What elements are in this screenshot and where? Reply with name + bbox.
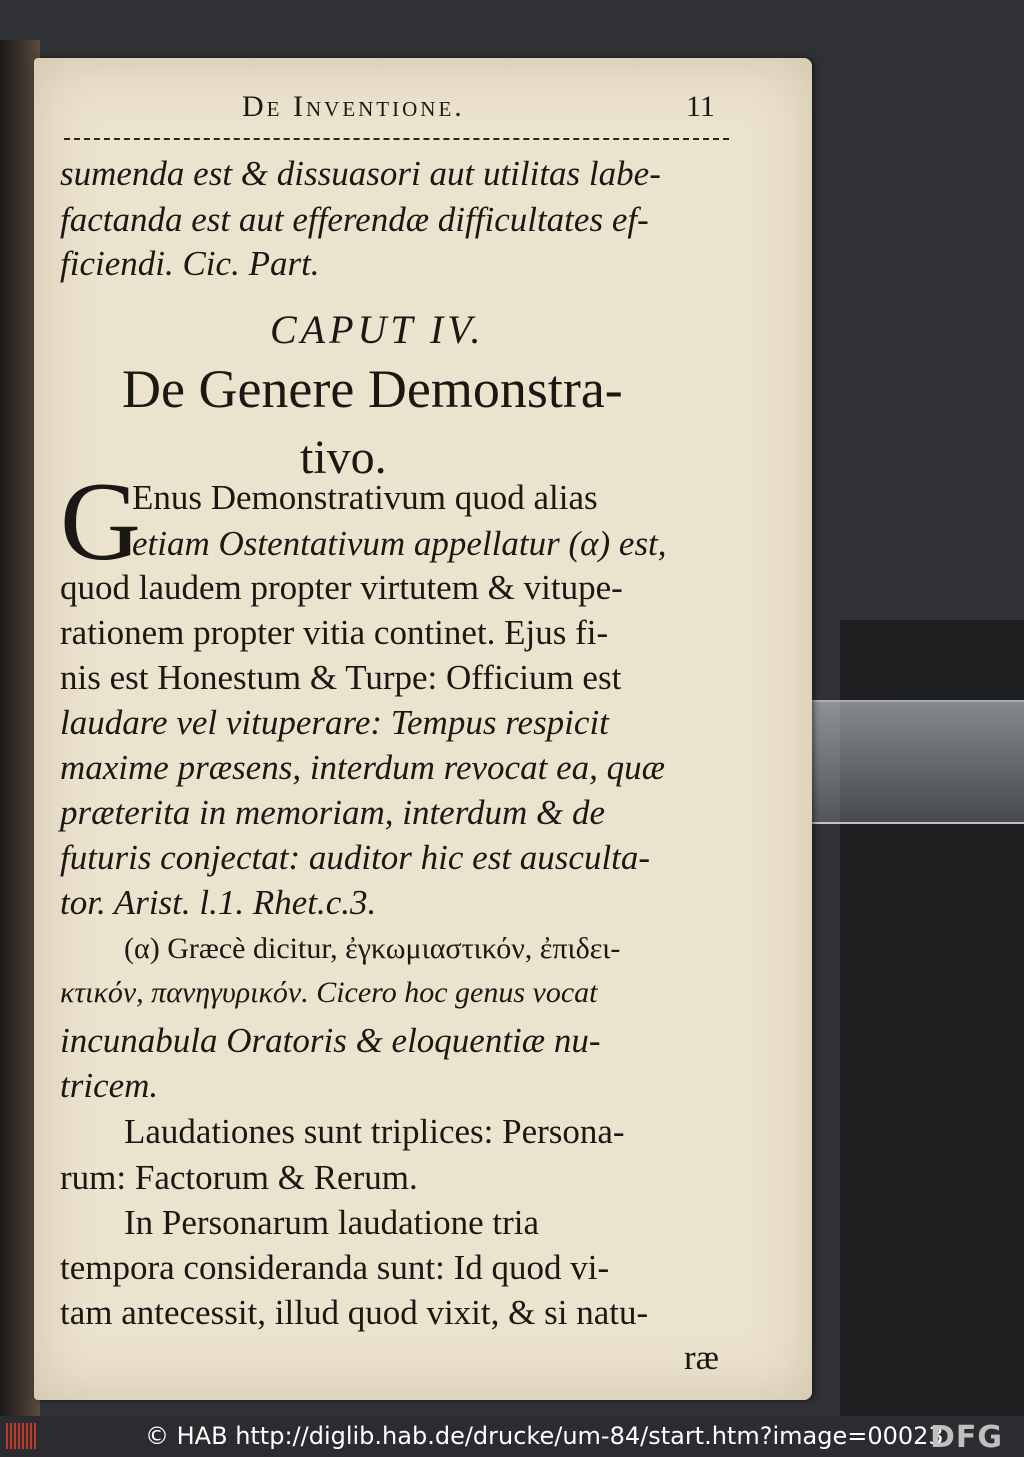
text-line: factanda est aut efferendæ difficultates ef- [60, 200, 649, 239]
text-line: maxime præsens, interdum revocat ea, quæ [60, 748, 665, 787]
catchword: ræ [684, 1338, 719, 1377]
dfg-logo: DFG [930, 1420, 1004, 1455]
text-line: rum: Factorum & Rerum. [60, 1158, 418, 1197]
text-line: futuris conjectat: auditor hic est ausculta- [60, 838, 651, 877]
text-line: tempora consideranda sunt: Id quod vi- [60, 1248, 610, 1287]
text-line: Laudationes sunt triplices: Persona- [124, 1112, 625, 1151]
chapter-number: CAPUT IV. [270, 307, 485, 352]
footnote-line: tricem. [60, 1066, 159, 1105]
text-line: laudare vel vituperare: Tempus respicit [60, 703, 609, 742]
text-line: rationem propter vitia continet. Ejus fi- [60, 613, 609, 652]
chapter-title-line-2: tivo. [300, 431, 387, 484]
text-line: sumenda est & dissuasori aut utilitas labe- [60, 154, 661, 193]
book-page [34, 58, 812, 1400]
text-line: ficiendi. Cic. Part. [60, 244, 320, 283]
header-rule [64, 138, 729, 140]
text-line: tor. Arist. l.1. Rhet.c.3. [60, 883, 377, 922]
footnote-line: (α) Græcè dicitur, ἐγκωμιαστικόν, ἐπιδει- [124, 932, 621, 965]
text-line: In Personarum laudatione tria [124, 1203, 540, 1242]
text-line: Enus Demonstrativum quod alias [132, 478, 598, 517]
text-line: præterita in memoriam, interdum & de [60, 793, 606, 832]
footnote-line: incunabula Oratoris & eloquentiæ nu- [60, 1021, 601, 1060]
page-number: 11 [686, 90, 715, 123]
footnote-line: κτικόν, πανηγυρικόν. Cicero hoc genus vocat [60, 976, 598, 1009]
text-line: quod laudem propter virtutem & vitupe- [60, 568, 623, 607]
copyright-url[interactable]: © HAB http://diglib.hab.de/drucke/um-84/start.htm?image=00023 [145, 1422, 944, 1450]
drop-cap: G [60, 460, 141, 584]
barcode-icon [6, 1423, 36, 1449]
running-head: De Inventione. [242, 90, 465, 123]
text-line: nis est Honestum & Turpe: Officium est [60, 658, 622, 697]
text-line: tam antecessit, illud quod vixit, & si natu- [60, 1293, 649, 1332]
chapter-title-line-1: De Genere Demonstra- [122, 359, 623, 419]
text-line: etiam Ostentativum appellatur (α) est, [132, 524, 667, 563]
